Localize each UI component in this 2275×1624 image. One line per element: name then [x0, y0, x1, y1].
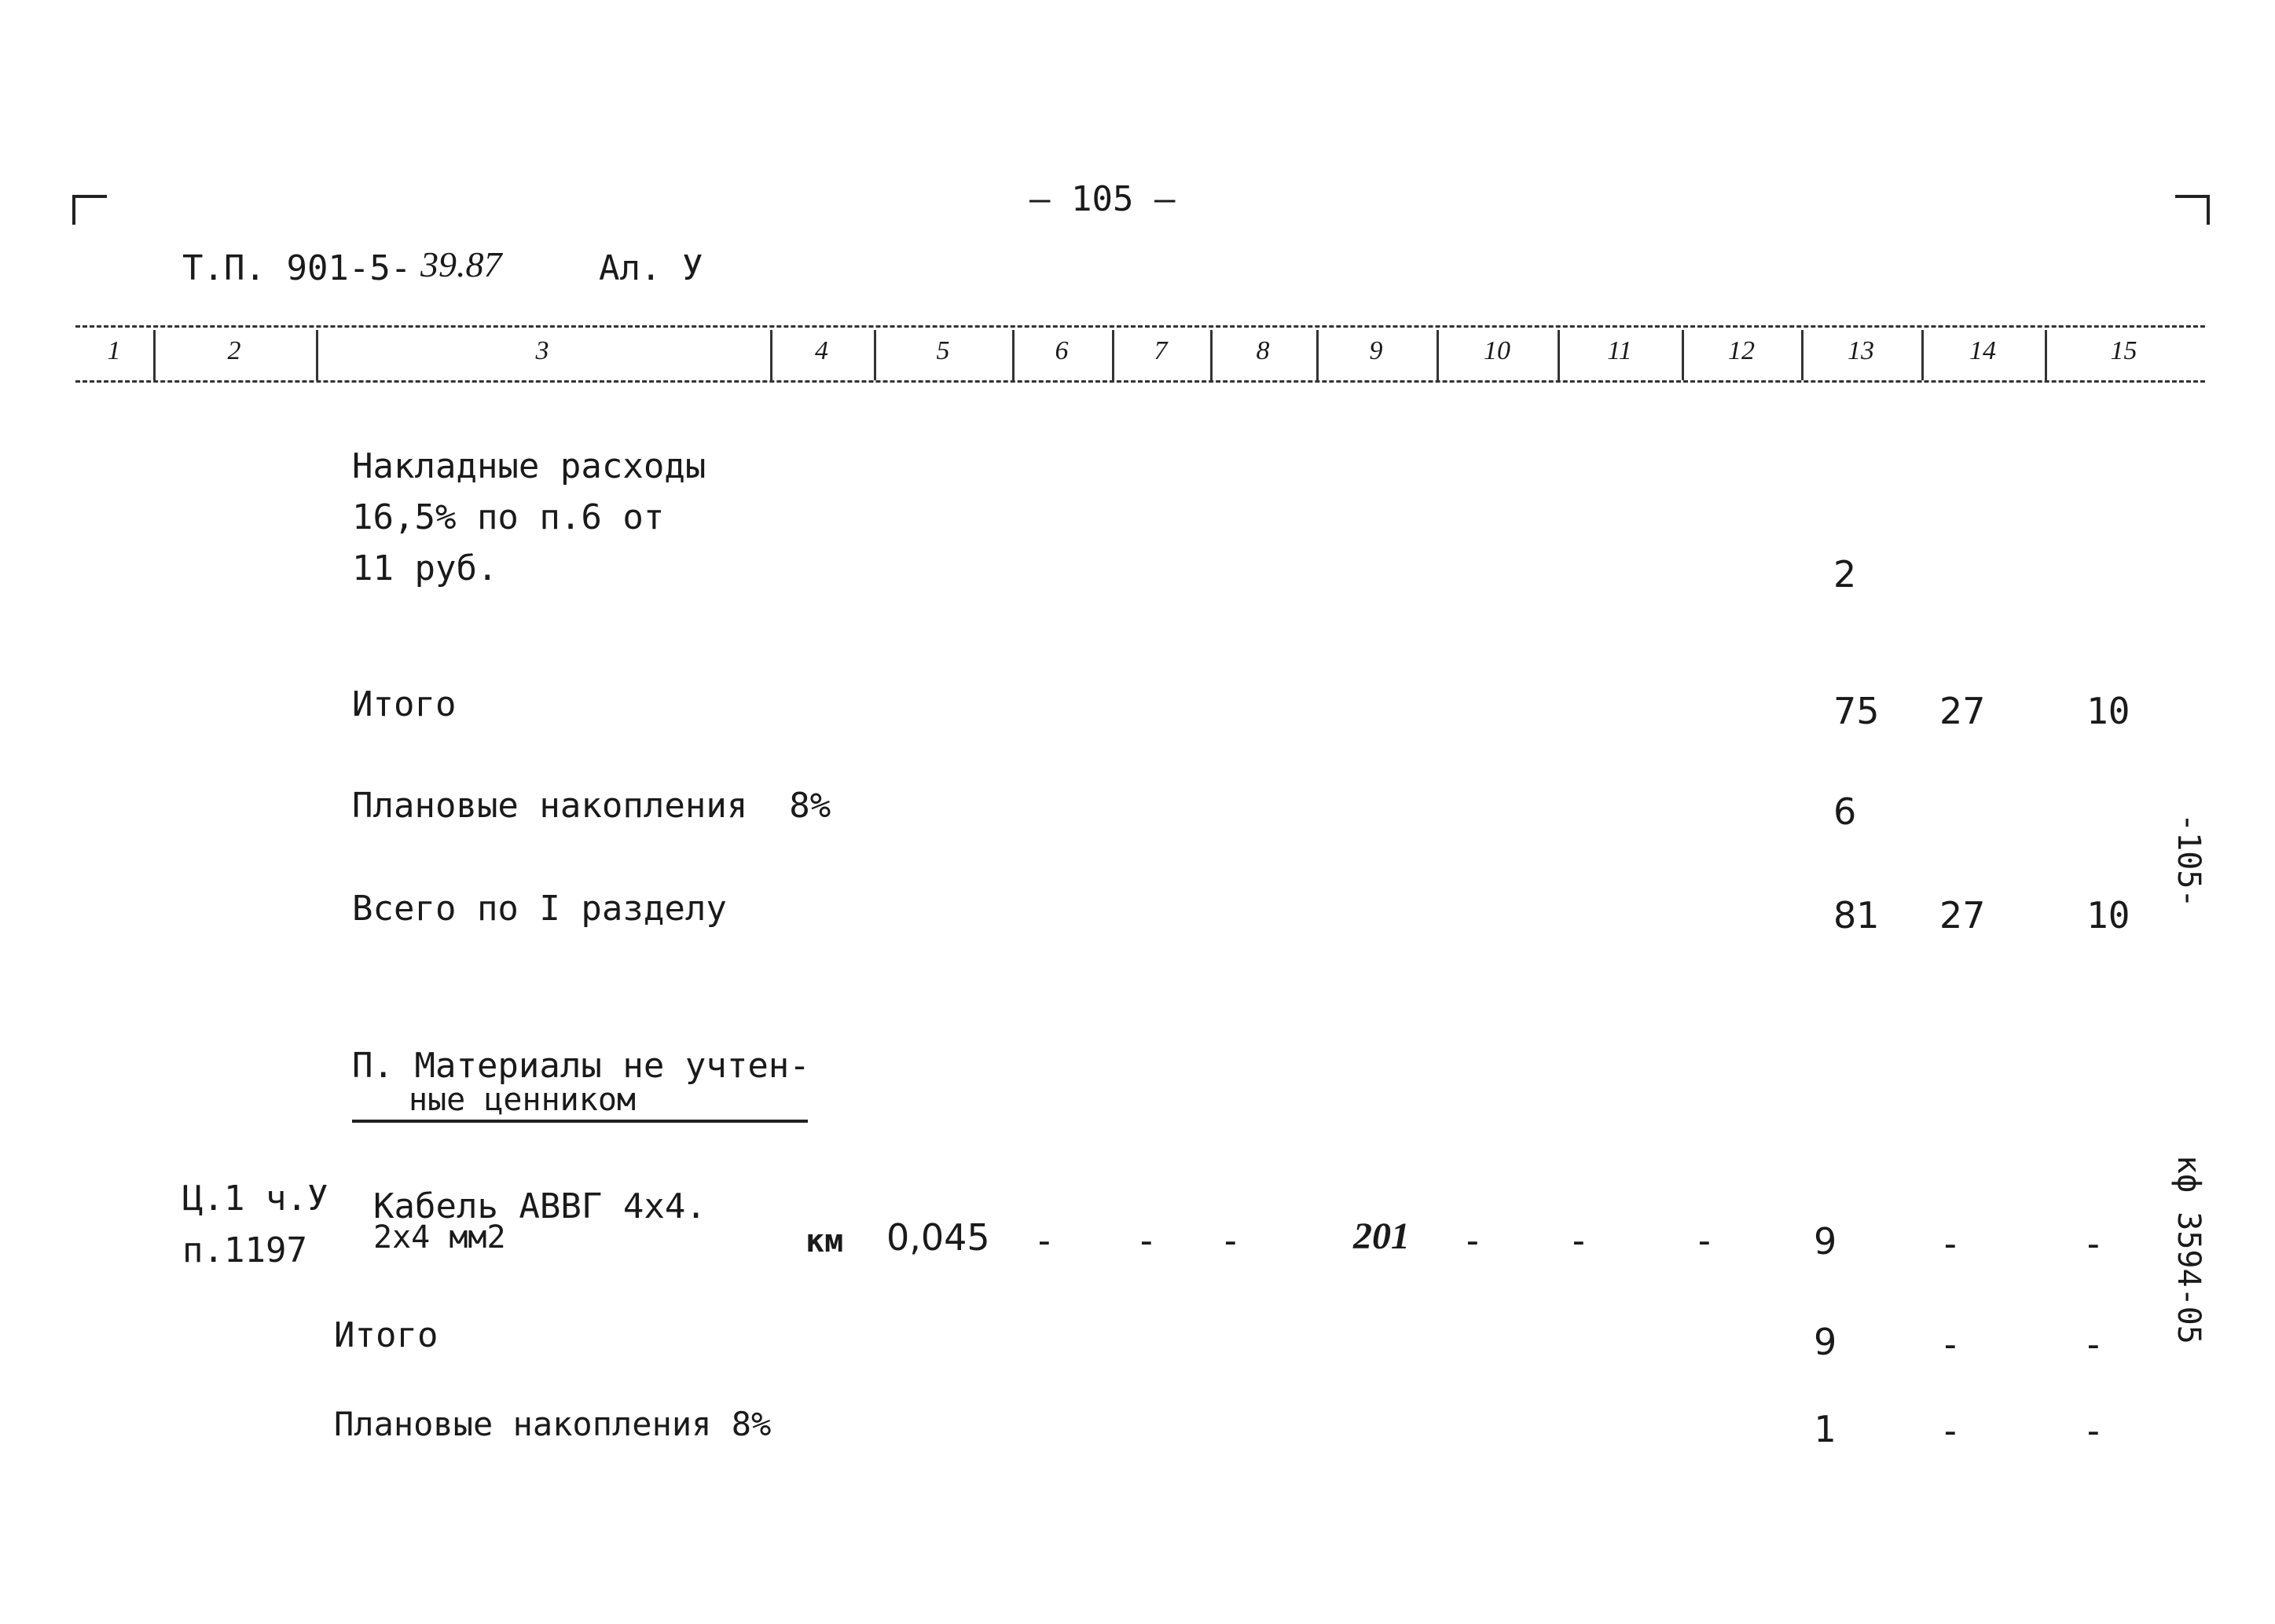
cable-ref-line1: Ц.1 ч.У — [182, 1179, 328, 1219]
cable-col8: - — [1220, 1219, 1242, 1262]
column-number: 15 — [2110, 336, 2137, 365]
planned1-col13: 6 — [1833, 790, 1857, 833]
corner-mark-top-right — [2175, 195, 2210, 225]
column-number: 8 — [1256, 336, 1270, 365]
overhead-line1: Накладные расходы — [352, 446, 706, 486]
planned1-label: Плановые накопления 8% — [352, 786, 831, 826]
planned2-label: Плановые накопления 8% — [334, 1405, 772, 1443]
cable-col13: 9 — [1814, 1220, 1837, 1263]
corner-mark-top-left — [72, 195, 107, 225]
planned2-col14: - — [1939, 1410, 1961, 1452]
column-number: 6 — [1055, 336, 1069, 365]
total2-label: Итого — [334, 1315, 438, 1355]
overhead-col13: 2 — [1833, 553, 1857, 596]
planned2-col13: 1 — [1814, 1408, 1836, 1450]
cable-col7: - — [1136, 1219, 1158, 1262]
column-number: 12 — [1728, 336, 1755, 365]
section2-title-underline — [352, 1120, 808, 1123]
column-number: 7 — [1154, 336, 1168, 365]
section2-title-line1: П. Материалы не учтен- — [352, 1046, 810, 1086]
cable-name-line2: 2х4 мм2 — [373, 1219, 506, 1256]
cable-col12: - — [1693, 1219, 1715, 1262]
section1-total-label: Всего по I разделу — [352, 889, 727, 929]
overhead-line2: 16,5% по п.6 от — [352, 497, 665, 537]
planned2-col15: - — [2082, 1410, 2104, 1452]
column-number: 9 — [1369, 336, 1383, 365]
margin-page-note: -105- — [2170, 813, 2207, 908]
section2-title-line2: ные ценником — [409, 1082, 636, 1118]
column-number: 10 — [1484, 336, 1510, 365]
column-number: 14 — [1969, 336, 1996, 365]
total1-col13: 75 — [1833, 690, 1880, 732]
column-number: 11 — [1607, 336, 1632, 365]
section1-total-col15: 10 — [2086, 894, 2130, 937]
page-number: — 105 — — [1029, 179, 1176, 219]
section1-total-col14: 27 — [1939, 894, 1986, 937]
cable-col14: - — [1939, 1223, 1961, 1265]
cable-unit: км — [805, 1223, 844, 1259]
column-number: 1 — [107, 336, 121, 365]
table-header-top-rule — [75, 325, 2205, 328]
cable-col6: - — [1033, 1219, 1055, 1262]
column-number: 3 — [535, 336, 549, 365]
overhead-line3: 11 руб. — [352, 548, 498, 588]
column-number: 13 — [1848, 336, 1874, 365]
album-label: Ал. У — [599, 248, 703, 288]
total2-col13: 9 — [1814, 1321, 1837, 1363]
cable-name-line1: Кабель АВВГ 4х4. — [373, 1186, 706, 1226]
doc-number: 39.87 — [420, 244, 502, 284]
cable-col15: - — [2082, 1223, 2104, 1265]
column-number: 5 — [936, 336, 950, 365]
cable-qty: 0,045 — [886, 1216, 990, 1259]
total1-col14: 27 — [1939, 690, 1986, 732]
total1-label: Итого — [352, 684, 457, 724]
total2-col14: - — [1939, 1323, 1961, 1366]
total1-col15: 10 — [2086, 690, 2130, 732]
doc-prefix: Т.П. 901-5- — [182, 248, 412, 288]
total2-col15: - — [2082, 1323, 2104, 1366]
cable-ref-line2: п.1197 — [182, 1230, 307, 1270]
cable-col10: - — [1462, 1219, 1484, 1262]
cable-col11: - — [1568, 1219, 1590, 1262]
margin-doc-code: кф 3594-05 — [2170, 1155, 2207, 1344]
column-number: 4 — [815, 336, 828, 365]
section1-total-col13: 81 — [1833, 894, 1880, 937]
table-header-bottom-rule — [75, 380, 2205, 383]
column-number: 2 — [227, 336, 241, 365]
cable-price: 201 — [1353, 1215, 1410, 1257]
